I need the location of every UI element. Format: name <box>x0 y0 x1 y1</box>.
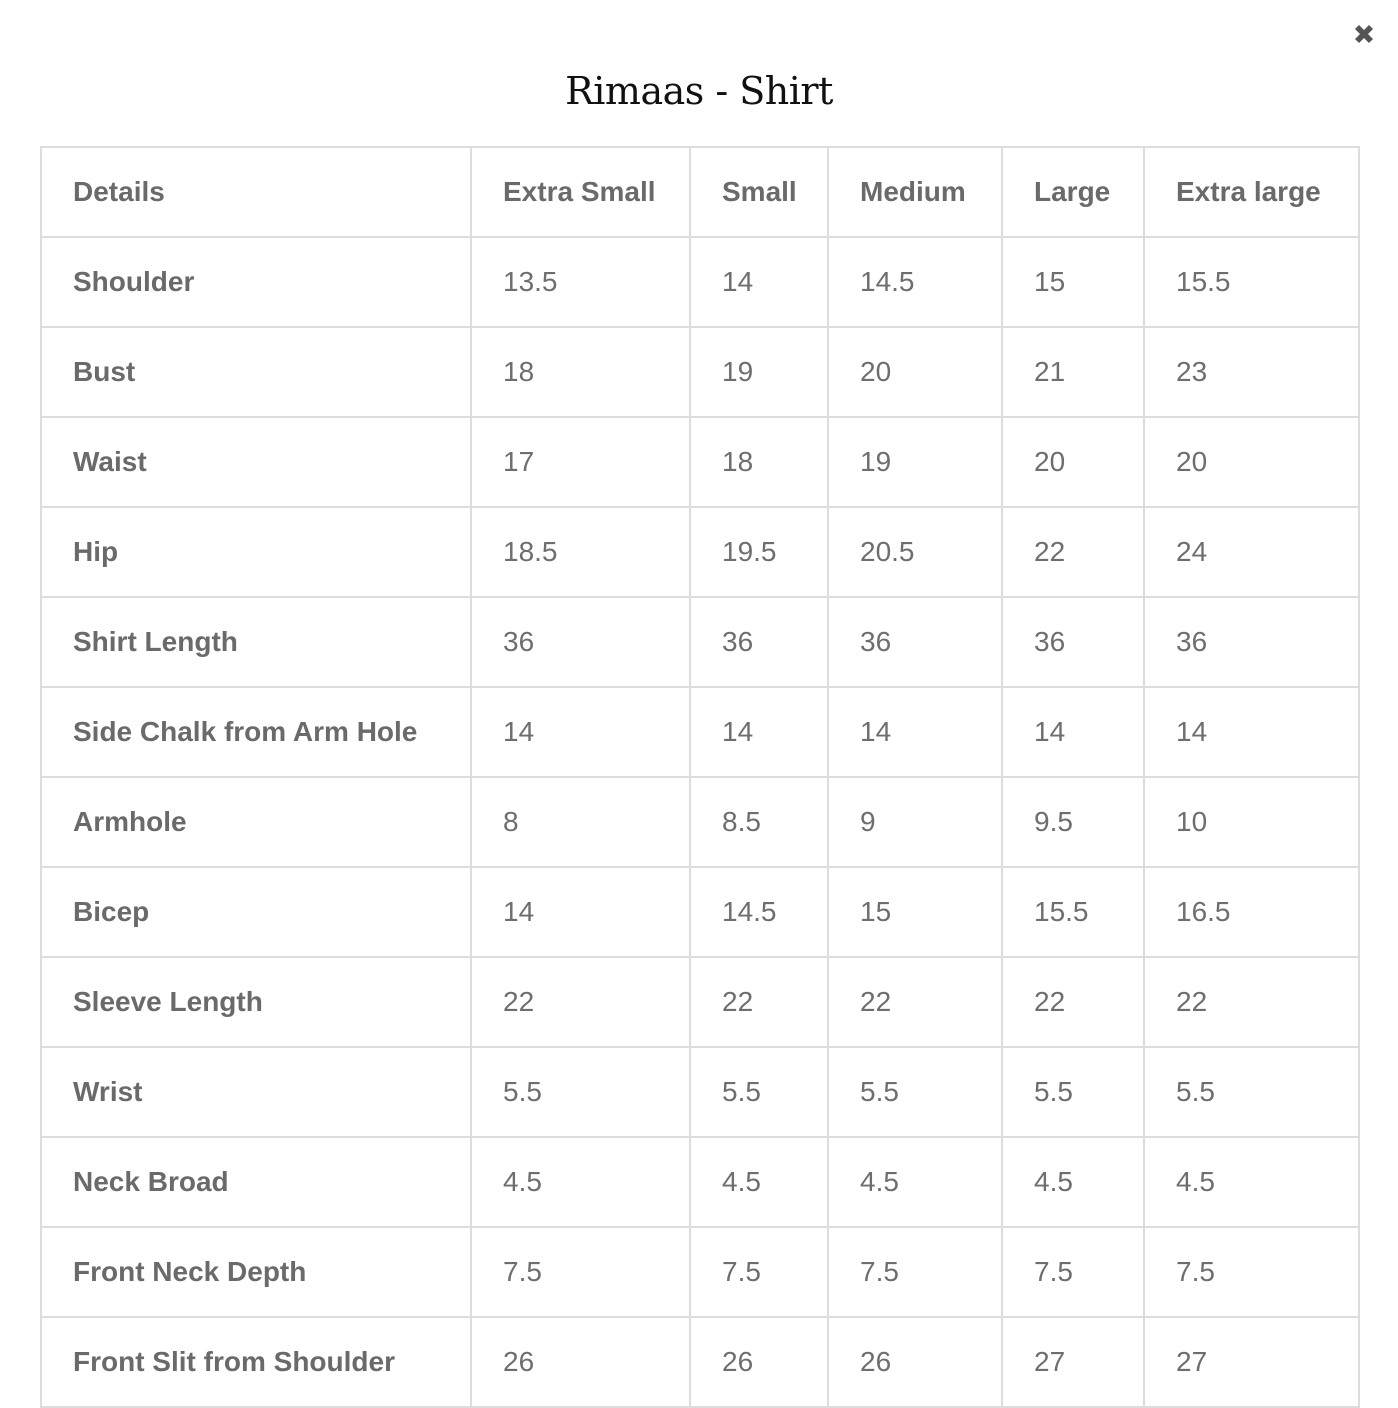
table-row <box>41 237 1359 327</box>
table-row <box>41 327 1359 417</box>
table-cell: 5.5 <box>1144 1047 1359 1137</box>
row-label: Hip <box>41 507 471 597</box>
table-cell: 22 <box>828 957 1002 1047</box>
table-cell: 9 <box>828 777 1002 867</box>
table-cell: 18.5 <box>471 507 690 597</box>
table-cell: 15 <box>1002 237 1144 327</box>
table-cell: 22 <box>1002 507 1144 597</box>
table-cell: 22 <box>690 957 828 1047</box>
table-cell: 14 <box>471 867 690 957</box>
size-chart-table <box>40 146 1360 1408</box>
table-row <box>41 957 1359 1047</box>
table-cell: 17 <box>471 417 690 507</box>
table-row <box>41 777 1359 867</box>
table-cell: 5.5 <box>471 1047 690 1137</box>
table-cell: 14 <box>1144 687 1359 777</box>
table-cell: 36 <box>1002 597 1144 687</box>
table-header-row <box>41 147 1359 237</box>
table-cell: 14 <box>690 687 828 777</box>
table-cell: 4.5 <box>471 1137 690 1227</box>
column-header: Small <box>690 147 828 237</box>
table-cell: 18 <box>471 327 690 417</box>
table-cell: 36 <box>1144 597 1359 687</box>
table-cell: 22 <box>1002 957 1144 1047</box>
table-cell: 26 <box>828 1317 1002 1407</box>
table-row <box>41 1137 1359 1227</box>
table-cell: 27 <box>1144 1317 1359 1407</box>
modal-title: Rimaas - Shirt <box>565 69 833 113</box>
table-cell: 36 <box>690 597 828 687</box>
column-header: Extra Small <box>471 147 690 237</box>
table-cell: 5.5 <box>828 1047 1002 1137</box>
table-cell: 8 <box>471 777 690 867</box>
table-row <box>41 507 1359 597</box>
row-label: Sleeve Length <box>41 957 471 1047</box>
row-label: Bust <box>41 327 471 417</box>
table-cell: 23 <box>1144 327 1359 417</box>
table-cell: 10 <box>1144 777 1359 867</box>
table-cell: 20.5 <box>828 507 1002 597</box>
table-cell: 7.5 <box>1144 1227 1359 1317</box>
table-cell: 14 <box>1002 687 1144 777</box>
table-row <box>41 1317 1359 1407</box>
table-row <box>41 1227 1359 1317</box>
table-cell: 15.5 <box>1144 237 1359 327</box>
table-cell: 15 <box>828 867 1002 957</box>
table-cell: 26 <box>471 1317 690 1407</box>
row-label: Waist <box>41 417 471 507</box>
table-row <box>41 867 1359 957</box>
row-label: Bicep <box>41 867 471 957</box>
table-cell: 22 <box>471 957 690 1047</box>
table-cell: 18 <box>690 417 828 507</box>
table-cell: 9.5 <box>1002 777 1144 867</box>
row-label: Side Chalk from Arm Hole <box>41 687 471 777</box>
table-cell: 20 <box>1144 417 1359 507</box>
close-button[interactable] <box>1346 18 1382 50</box>
table-cell: 27 <box>1002 1317 1144 1407</box>
table-cell: 15.5 <box>1002 867 1144 957</box>
row-label: Neck Broad <box>41 1137 471 1227</box>
table-cell: 21 <box>1002 327 1144 417</box>
table-row <box>41 687 1359 777</box>
table-cell: 7.5 <box>1002 1227 1144 1317</box>
column-header: Details <box>41 147 471 237</box>
table-cell: 7.5 <box>690 1227 828 1317</box>
table-cell: 19 <box>690 327 828 417</box>
table-row <box>41 417 1359 507</box>
table-cell: 20 <box>1002 417 1144 507</box>
table-cell: 7.5 <box>471 1227 690 1317</box>
row-label: Shoulder <box>41 237 471 327</box>
table-cell: 36 <box>471 597 690 687</box>
table-cell: 24 <box>1144 507 1359 597</box>
table-row <box>41 597 1359 687</box>
row-label: Wrist <box>41 1047 471 1137</box>
table-cell: 20 <box>828 327 1002 417</box>
table-cell: 5.5 <box>1002 1047 1144 1137</box>
table-cell: 8.5 <box>690 777 828 867</box>
table-cell: 13.5 <box>471 237 690 327</box>
table-cell: 14 <box>690 237 828 327</box>
table-cell: 4.5 <box>1002 1137 1144 1227</box>
table-cell: 36 <box>828 597 1002 687</box>
table-cell: 14 <box>471 687 690 777</box>
table-cell: 26 <box>690 1317 828 1407</box>
column-header: Medium <box>828 147 1002 237</box>
table-cell: 19 <box>828 417 1002 507</box>
table-cell: 4.5 <box>828 1137 1002 1227</box>
row-label: Front Neck Depth <box>41 1227 471 1317</box>
table-cell: 7.5 <box>828 1227 1002 1317</box>
table-cell: 14.5 <box>690 867 828 957</box>
table-cell: 14.5 <box>828 237 1002 327</box>
row-label: Front Slit from Shoulder <box>41 1317 471 1407</box>
table-cell: 4.5 <box>1144 1137 1359 1227</box>
table-cell: 22 <box>1144 957 1359 1047</box>
column-header: Extra large <box>1144 147 1359 237</box>
column-header: Large <box>1002 147 1144 237</box>
table-cell: 19.5 <box>690 507 828 597</box>
row-label: Armhole <box>41 777 471 867</box>
table-cell: 5.5 <box>690 1047 828 1137</box>
table-row <box>41 1047 1359 1137</box>
close-icon <box>1350 20 1378 48</box>
row-label: Shirt Length <box>41 597 471 687</box>
table-cell: 14 <box>828 687 1002 777</box>
table-cell: 4.5 <box>690 1137 828 1227</box>
table-cell: 16.5 <box>1144 867 1359 957</box>
